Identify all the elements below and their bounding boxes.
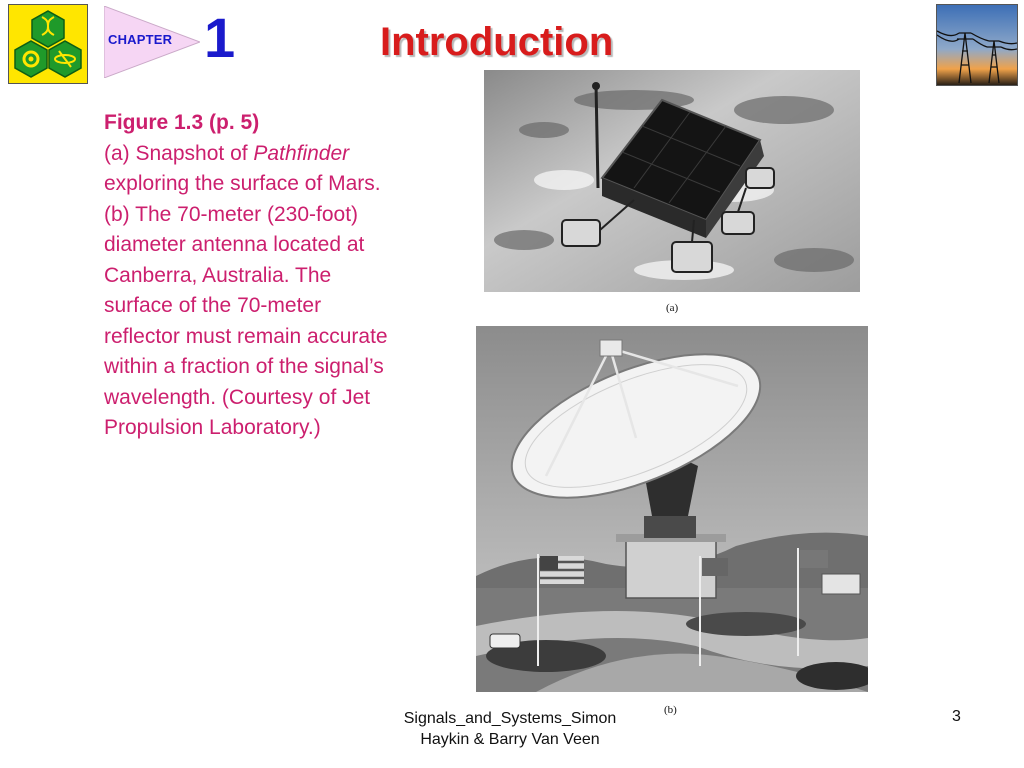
slide-title: Introduction <box>380 20 614 64</box>
caption-line: surface of the 70-meter <box>104 294 322 317</box>
chapter-label: CHAPTER <box>108 32 173 47</box>
canberra-antenna-photo <box>476 326 868 692</box>
caption-line: wavelength. (Courtesy of Jet <box>104 385 371 409</box>
chapter-number: 1 <box>204 6 236 69</box>
caption-line <box>104 139 464 170</box>
panel-b-label: (b) <box>664 704 677 716</box>
caption-line: reflector must remain accurate <box>104 324 388 348</box>
footer-source-line: Signals_and_Systems_Simon <box>403 710 617 727</box>
caption-line-a-prefix: (a) Snapshot of <box>104 141 254 165</box>
figure-caption <box>104 108 464 444</box>
caption-line: (b) The 70-meter (230-foot) <box>104 202 359 226</box>
rover-name: Pathfinder <box>253 141 350 165</box>
power-transmission-towers-icon <box>937 5 1017 85</box>
caption-line: Canberra, Australia. The <box>104 263 332 287</box>
page-number: 3 <box>952 708 961 725</box>
caption-line: Propulsion Laboratory.) <box>104 416 321 439</box>
footer-source-line: Haykin & Barry Van Veen <box>420 731 600 748</box>
figure-number: Figure 1.3 (p. 5) <box>104 111 260 134</box>
caption-line: within a fraction of the signal’s <box>104 355 384 378</box>
pathfinder-rover-photo <box>484 70 860 292</box>
caption-line: diameter antenna located at <box>104 233 365 256</box>
footer-source <box>360 708 660 750</box>
caption-line: exploring the surface of Mars. <box>104 172 381 195</box>
power-towers-thumbnail <box>936 4 1018 86</box>
panel-a-label: (a) <box>666 302 679 314</box>
publisher-logo-icon <box>8 4 88 84</box>
